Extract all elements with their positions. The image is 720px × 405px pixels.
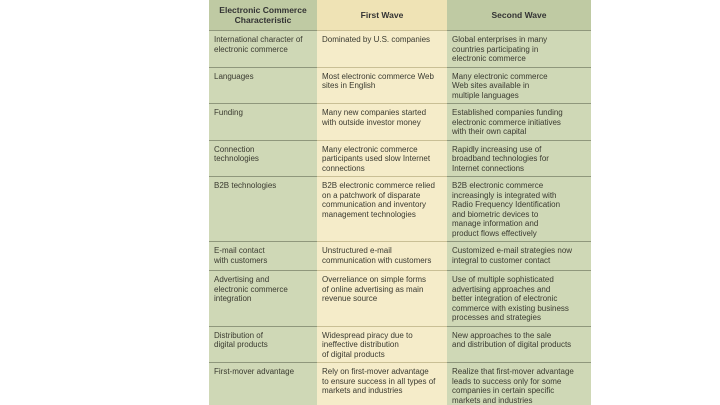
second-wave-cell: Rapidly increasing use of broadband technologies for Internet connections bbox=[447, 140, 591, 177]
characteristic-cell: International character of electronic commerce bbox=[209, 31, 317, 68]
first-wave-cell: Overreliance on simple forms of online advertising as main revenue source bbox=[317, 271, 447, 327]
table-row bbox=[209, 271, 591, 327]
first-wave-cell: Dominated by U.S. companies bbox=[317, 31, 447, 68]
header-first-wave: First Wave bbox=[317, 0, 447, 31]
characteristic-cell: First-mover advantage bbox=[209, 363, 317, 405]
second-wave-cell: Use of multiple sophisticated advertising approaches and better integration of electronic commerce with existing business processes and strategies bbox=[447, 271, 591, 327]
table-row bbox=[209, 326, 591, 363]
characteristic-cell: E-mail contact with customers bbox=[209, 242, 317, 271]
table-row bbox=[209, 104, 591, 141]
table-row bbox=[209, 242, 591, 271]
header-second-wave: Second Wave bbox=[447, 0, 591, 31]
first-wave-cell: B2B electronic commerce relied on a patchwork of disparate communication and inventory management technologies bbox=[317, 177, 447, 242]
table-row bbox=[209, 31, 591, 68]
first-wave-cell: Many new companies started with outside investor money bbox=[317, 104, 447, 141]
table-header-row bbox=[209, 0, 591, 31]
second-wave-cell: Many electronic commerce Web sites available in multiple languages bbox=[447, 67, 591, 104]
table-row bbox=[209, 363, 591, 405]
characteristic-cell: Distribution of digital products bbox=[209, 326, 317, 363]
ecommerce-waves-table bbox=[209, 0, 591, 405]
second-wave-cell: Customized e-mail strategies now integral to customer contact bbox=[447, 242, 591, 271]
characteristic-cell: Languages bbox=[209, 67, 317, 104]
second-wave-cell: New approaches to the sale and distribution of digital products bbox=[447, 326, 591, 363]
second-wave-cell: Realize that first-mover advantage leads to success only for some companies in certain specific markets and industries bbox=[447, 363, 591, 405]
second-wave-cell: Established companies funding electronic commerce initiatives with their own capital bbox=[447, 104, 591, 141]
characteristic-cell: Advertising and electronic commerce integration bbox=[209, 271, 317, 327]
characteristic-cell: Funding bbox=[209, 104, 317, 141]
second-wave-cell: Global enterprises in many countries participating in electronic commerce bbox=[447, 31, 591, 68]
table-row bbox=[209, 140, 591, 177]
comparison-table-container bbox=[209, 0, 591, 405]
table-row bbox=[209, 177, 591, 242]
first-wave-cell: Rely on first-mover advantage to ensure success in all types of markets and industries bbox=[317, 363, 447, 405]
characteristic-cell: B2B technologies bbox=[209, 177, 317, 242]
characteristic-cell: Connection technologies bbox=[209, 140, 317, 177]
second-wave-cell: B2B electronic commerce increasingly is integrated with Radio Frequency Identification and biometric devices to manage information and product flows effectively bbox=[447, 177, 591, 242]
header-characteristic: Electronic Commerce Characteristic bbox=[209, 0, 317, 31]
first-wave-cell: Most electronic commerce Web sites in English bbox=[317, 67, 447, 104]
table-row bbox=[209, 67, 591, 104]
first-wave-cell: Unstructured e-mail communication with customers bbox=[317, 242, 447, 271]
first-wave-cell: Widespread piracy due to ineffective distribution of digital products bbox=[317, 326, 447, 363]
first-wave-cell: Many electronic commerce participants used slow Internet connections bbox=[317, 140, 447, 177]
